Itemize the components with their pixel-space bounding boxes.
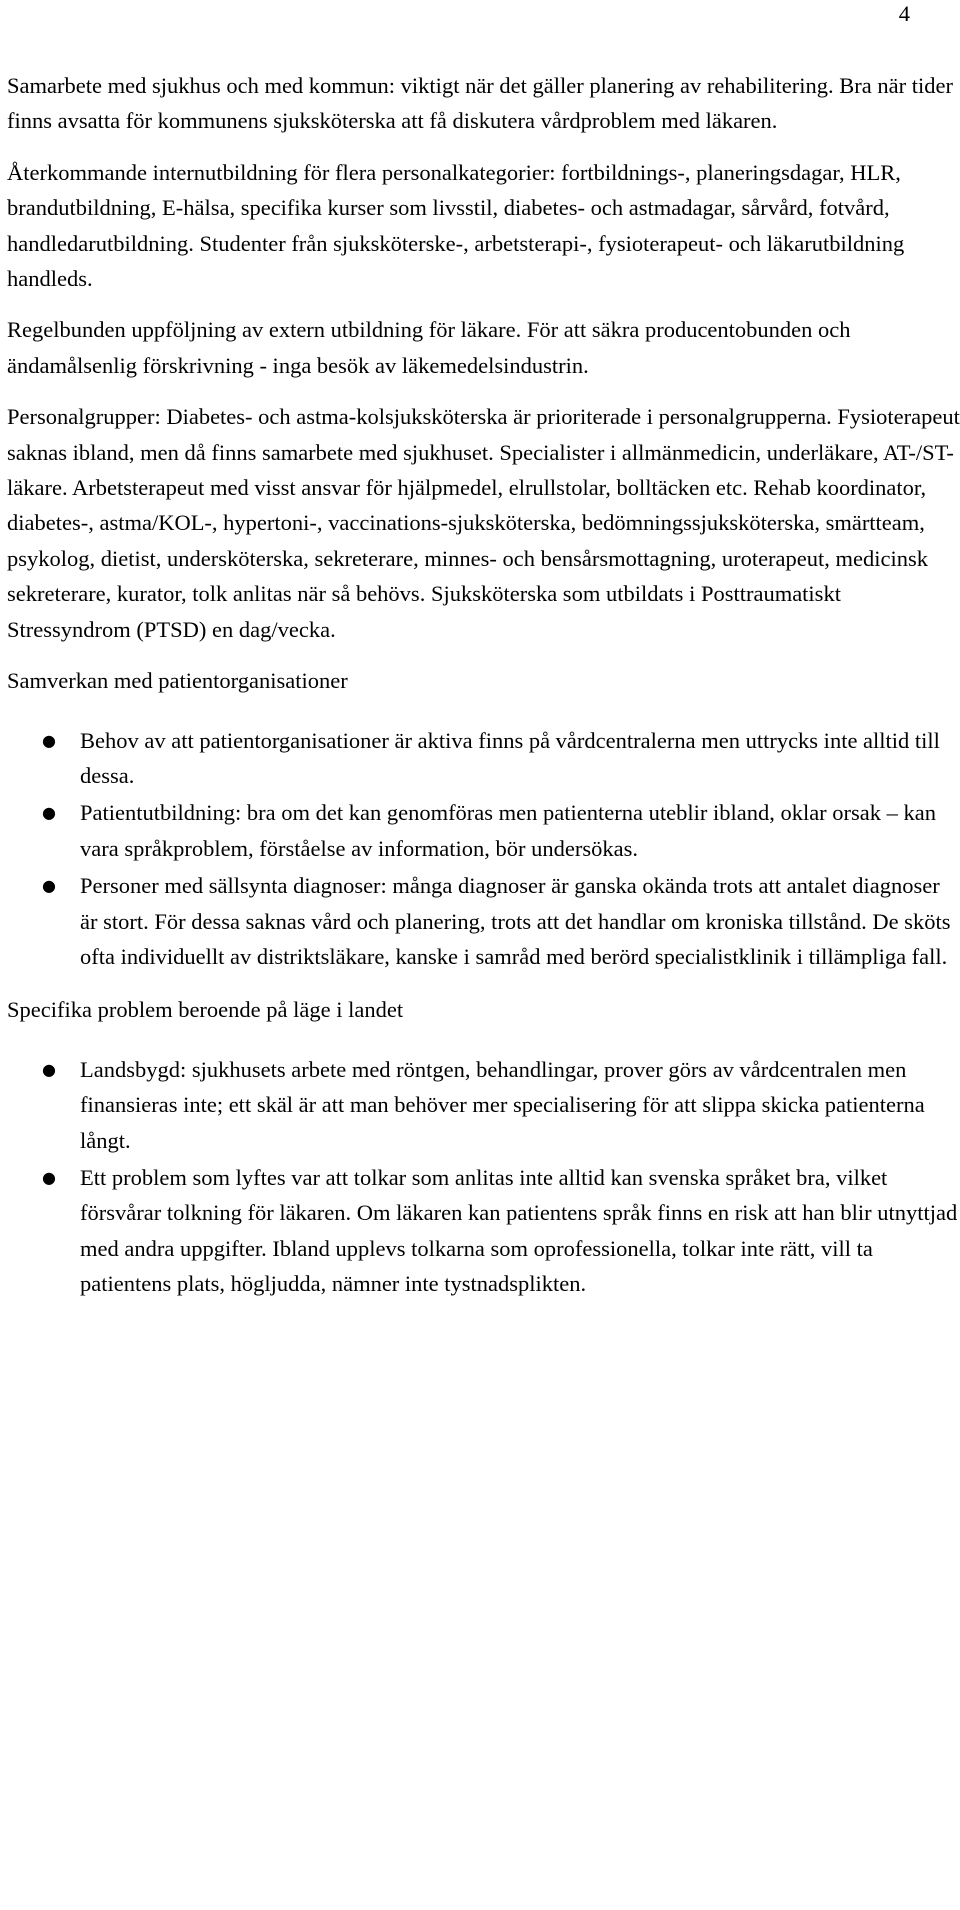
bullet-list-patient-organizations (7, 723, 960, 975)
section-heading-patient-organizations: Samverkan med patientorganisationer (7, 668, 348, 694)
bullet-icon: ● (42, 876, 56, 896)
paragraph-staff-groups: Personalgrupper: Diabetes- och astma-kolsjuksköterska är prioriterade i personalgrupperna. Fysioterapeut saknas ibland, men då finns samarbete med sjukhuset. Specialister i allmänmedicin, underläkare, AT-/ST-läkare. Arbetsterapeut med visst ansvar för hjälpmedel, elrullstolar, bolltäcken etc. Rehab koordinator, diabetes-, astma/KOL-, hypertoni-, vaccinations-sjuksköterska, bedömningssjuksköterska, smärtteam, psykolog, dietist, undersköterska, sekreterare, minnes- och bensårsmottagning, uroterapeut, medicinsk sekreterare, kurator, tolk anlitas när så behövs. Sjuksköterska som utbildats i Posttraumatiskt Stressyndrom (PTSD) en dag/vecka. (7, 404, 960, 642)
paragraph-external-training: Regelbunden uppföljning av extern utbildning för läkare. För att säkra producentobunden och ändamålsenlig förskrivning - inga besök av läkemedelsindustrin. (7, 317, 851, 378)
list-item-text: Patientutbildning: bra om det kan genomföras men patienterna uteblir ibland, oklar orsak – kan vara språkproblem, förståelse av information, bör undersökas. (80, 800, 937, 861)
bullet-icon: ● (42, 730, 56, 750)
list-item-text: Personer med sällsynta diagnoser: många diagnoser är ganska okända trots att antalet diagnoser är stort. För dessa saknas vård och planering, trots att det handlar om kroniska tillstånd. De sköts ofta individuellt av distriktsläkare, kanske i samråd med berörd specialistklinik i tillämpliga fall. (80, 873, 951, 969)
paragraph-hospital-cooperation: Samarbete med sjukhus och med kommun: viktigt när det gäller planering av rehabilitering. Bra när tider finns avsatta för kommunens sjuksköterska att få diskutera vårdproblem med läkaren. (7, 73, 953, 134)
document-body (7, 68, 960, 1320)
paragraph-internal-training: Återkommande internutbildning för flera personalkategorier: fortbildnings-, planeringsdagar, HLR, brandutbildning, E-hälsa, specifika kurser som livsstil, diabetes- och astmadagar, sårvård, fotvård, handledarutbildning. Studenter från sjuksköterske-, arbetsterapi-, fysioterapeut- och läkarutbildning handleds. (7, 159, 905, 292)
list-item (7, 1052, 960, 1158)
bullet-icon: ● (42, 1167, 56, 1187)
list-item (7, 1160, 960, 1302)
list-item (7, 723, 960, 794)
list-item-text: Landsbygd: sjukhusets arbete med röntgen, behandlingar, prover görs av vårdcentralen men finansieras inte; ett skäl är att man behöver mer specialisering för att slippa skicka patienterna långt. (80, 1056, 925, 1153)
list-item (7, 795, 960, 866)
bullet-list-location-problems (7, 1052, 960, 1302)
list-item-text: Ett problem som lyftes var att tolkar som anlitas inte alltid kan svenska språket bra, vilket försvårar tolkning för läkaren. Om läkaren kan patientens språk finns en risk att han blir utnyttjad med andra uppgifter. Ibland upplevs tolkarna som oprofessionella, tolkar inte rätt, vill ta patientens plats, högljudda, nämner inte tystnadsplikten. (80, 1164, 958, 1297)
bullet-icon: ● (42, 1059, 56, 1079)
list-item (7, 868, 960, 974)
list-item-text: Behov av att patientorganisationer är aktiva finns på vårdcentralerna men uttrycks inte alltid till dessa. (80, 727, 940, 788)
page-number: 4 (898, 1, 910, 26)
section-heading-location-problems: Specifika problem beroende på läge i landet (7, 997, 404, 1023)
bullet-icon: ● (42, 803, 56, 823)
